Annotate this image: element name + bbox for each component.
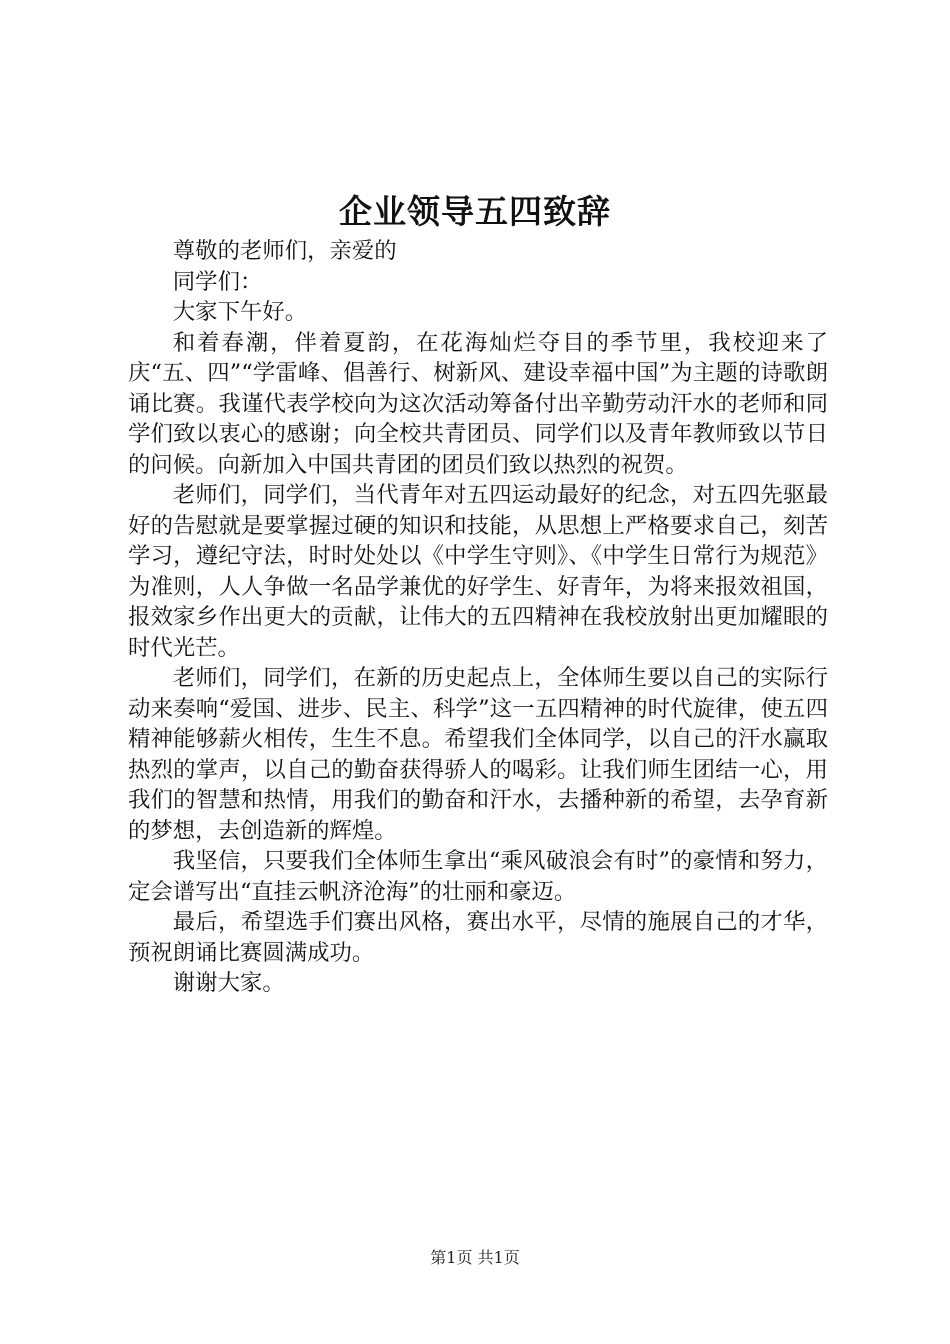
paragraph-new-starting-point: 老师们，同学们，在新的历史起点上，全体师生要以自己的实际行动来奏响“爱国、进步、民主、科学”这一五四精神的时代旋律，使五四精神能够薪火相传，生生不息。希望我们全体同学，以自己的汗水赢取热烈的掌声，以自己的勤奋获得骄人的喝彩。让我们师生团结一心，用我们的智慧和热情，用我们的勤奋和汗水，去播种新的希望，去孕育新的梦想，去创造新的辉煌。 xyxy=(128,665,828,844)
document-title: 企业领导五四致辞 xyxy=(339,192,611,231)
paragraph-commemoration: 老师们，同学们，当代青年对五四运动最好的纪念，对五四先驱最好的告慰就是要掌握过硬的知识和技能，从思想上严格要求自己，刻苦学习，遵纪守法，时时处处以《中学生守则》、《中学生日常行为规范》为准则，人人争做一名品学兼优的好学生、好青年，为将来报效祖国，报效家乡作出更大的贡献，让伟大的五四精神在我校放射出更加耀眼的时代光芒。 xyxy=(128,482,828,661)
salutation-line-1: 尊敬的老师们，亲爱的 xyxy=(172,238,397,264)
page-footer: 第1页 共1页 xyxy=(430,1248,520,1267)
paragraph-opening: 和着春潮，伴着夏韵，在花海灿烂夺目的季节里，我校迎来了庆“五、四”“学雷峰、倡善行、树新风、建设幸福中国”为主题的诗歌朗诵比赛。我谨代表学校向为这次活动筹备付出辛勤劳动汗水的老师和同学们致以衷心的感谢；向全校共青团员、同学们以及青年教师致以节日的问候。向新加入中国共青团的团员们致以热烈的祝贺。 xyxy=(128,329,828,478)
paragraph-thanks: 谢谢大家。 xyxy=(172,970,285,996)
greeting: 大家下午好。 xyxy=(172,299,308,325)
salutation-line-2: 同学们： xyxy=(172,268,263,295)
document-body xyxy=(128,236,828,999)
paragraph-closing-wish: 最后，希望选手们赛出风格，赛出水平，尽情的施展自己的才华，预祝朗诵比赛圆满成功。 xyxy=(128,909,828,966)
paragraph-belief: 我坚信，只要我们全体师生拿出“乘风破浪会有时”的豪情和努力，定会谱写出“直挂云帆济沧海”的壮丽和豪迈。 xyxy=(128,848,828,905)
